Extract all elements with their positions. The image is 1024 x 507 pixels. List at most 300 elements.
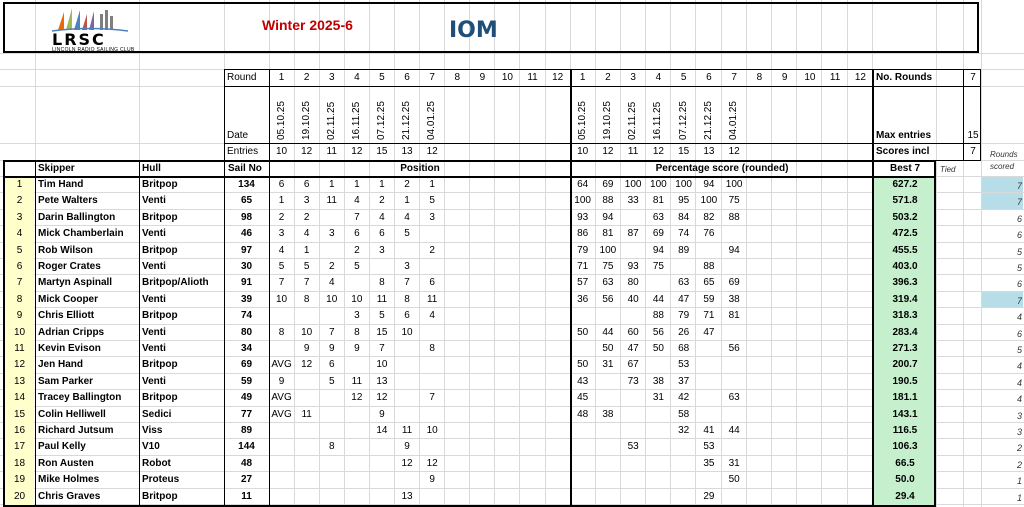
position-cell: 6 (278, 179, 285, 190)
hull-cell: Sedici (142, 408, 172, 420)
percentage-cell: 53 (703, 441, 715, 453)
pos-round-entries: 10 (275, 146, 288, 157)
position-cell: 13 (376, 375, 388, 387)
best-score-cell: 143.1 (892, 408, 918, 420)
rounds-scored-cell: 2 (1016, 459, 1022, 470)
percentage-cell: 57 (577, 277, 589, 289)
rounds-scored-cell: 2 (1016, 443, 1022, 454)
tied-label: Tied (940, 165, 956, 174)
percentage-cell: 94 (703, 179, 715, 190)
percentage-cell: 100 (574, 195, 591, 207)
percentage-cell: 60 (627, 326, 639, 338)
pos-round-entries: 15 (376, 146, 388, 157)
percentage-header: Percentage score (rounded) (655, 163, 789, 174)
scores-incl-label: Scores incl (876, 146, 930, 157)
skipper-cell: Chris Elliott (38, 310, 95, 322)
best-score-cell: 318.3 (892, 310, 918, 322)
position-cell: 4 (303, 228, 310, 240)
pos-round-number: 11 (527, 72, 538, 83)
percentage-cell: 50 (577, 359, 589, 371)
entries-label: Entries (227, 146, 259, 157)
skipper-cell: Pete Walters (38, 195, 98, 207)
percentage-cell: 89 (678, 244, 690, 256)
position-cell: 11 (326, 195, 337, 207)
percentage-cell: 44 (602, 326, 614, 338)
rank-cell: 10 (13, 326, 26, 338)
rounds-scored-cell: 7 (1016, 295, 1022, 306)
position-cell: 12 (401, 457, 413, 469)
pos-round-entries: 11 (326, 146, 337, 157)
summary-value-divider (963, 69, 964, 161)
rounds-scored-cell: 6 (1016, 279, 1022, 290)
sail-no-cell: 98 (240, 211, 253, 223)
rounds-scored-cell: 6 (1016, 213, 1022, 224)
position-cell: 3 (354, 310, 360, 322)
rounds-scored-cell: 1 (1016, 476, 1022, 487)
best-header: Best 7 (889, 163, 920, 174)
position-cell: 1 (354, 179, 360, 190)
pos-round-date: 16.11.25 (350, 101, 362, 140)
position-cell: 5 (354, 261, 360, 272)
series-title: Winter 2025-6 (262, 17, 353, 33)
position-cell: 11 (301, 408, 312, 420)
pct-round-date: 07.12.25 (677, 101, 689, 140)
percentage-cell: 94 (728, 244, 740, 256)
position-cell: 8 (303, 293, 310, 305)
skipper-cell: Kevin Evison (38, 343, 101, 354)
percentage-cell: 44 (652, 293, 664, 305)
percentage-cell: 50 (577, 326, 589, 338)
percentage-cell: 31 (728, 457, 740, 469)
pct-round-number: 9 (781, 72, 788, 83)
percentage-cell: 63 (652, 211, 664, 223)
skipper-cell: Mick Cooper (38, 293, 99, 305)
pct-round-entries: 12 (728, 146, 740, 157)
percentage-cell: 63 (602, 277, 614, 289)
no-rounds-label: No. Rounds (876, 72, 933, 83)
pos-round-entries: 12 (426, 146, 438, 157)
percentage-cell: 53 (627, 441, 639, 453)
percentage-cell: 56 (728, 343, 740, 354)
percentage-cell: 100 (725, 179, 743, 190)
position-cell: 7 (404, 277, 410, 289)
logo-text: LRSC (52, 30, 106, 49)
rank-cell: 5 (16, 244, 23, 256)
position-cell: 4 (379, 211, 385, 223)
rounds-scored-cell: 4 (1016, 312, 1022, 323)
pos-round-number: 9 (479, 72, 486, 83)
scores-incl-value: 7 (970, 146, 976, 157)
hull-cell: Venti (142, 228, 166, 240)
position-cell: 9 (379, 408, 385, 420)
pct-round-number: 4 (655, 72, 662, 83)
rounds-scored-cell: 5 (1016, 246, 1022, 257)
best-score-cell: 271.3 (892, 343, 918, 354)
position-cell: 6 (328, 359, 335, 371)
rounds-scored-cell: 6 (1016, 328, 1022, 339)
position-cell: 7 (303, 277, 310, 289)
pos-round-number: 4 (354, 72, 360, 83)
skipper-cell: Roger Crates (38, 261, 101, 272)
date-label: Date (227, 130, 249, 141)
skipper-cell: Richard Jutsum (38, 425, 114, 436)
percentage-cell: 75 (652, 261, 664, 272)
round-row-divider (224, 86, 981, 87)
percentage-cell: 81 (602, 228, 614, 240)
percentage-cell: 29 (703, 490, 715, 502)
date-row-divider (224, 143, 981, 144)
rank-cell: 9 (16, 310, 23, 322)
hull-cell: Britpop/Alioth (142, 277, 209, 289)
position-cell: 10 (401, 326, 413, 338)
pos-round-number: 8 (454, 72, 461, 83)
percentage-cell: 80 (627, 277, 639, 289)
rounds-scored-cell: 5 (1016, 263, 1022, 273)
position-cell: 1 (328, 179, 335, 190)
percentage-cell: 50 (728, 474, 740, 486)
pct-round-number: 8 (756, 72, 763, 83)
pct-round-number: 12 (854, 72, 866, 83)
percentage-cell: 47 (627, 343, 639, 354)
percentage-cell: 69 (728, 277, 740, 289)
percentage-cell: 88 (652, 310, 664, 322)
rank-cell: 17 (13, 441, 26, 453)
percentage-cell: 50 (602, 343, 614, 354)
rank-cell: 1 (16, 179, 23, 190)
percentage-cell: 64 (577, 179, 589, 190)
position-cell: 2 (379, 195, 385, 207)
max-entries-value: 15 (967, 130, 979, 141)
skipper-cell: Chris Graves (38, 490, 101, 502)
rounds-scored-cell: 4 (1016, 377, 1022, 388)
position-cell: 10 (326, 293, 338, 305)
sail-no-cell: 89 (240, 425, 253, 436)
percentage-cell: 100 (675, 179, 692, 190)
pct-round-number: 6 (706, 72, 712, 83)
position-cell: 6 (303, 179, 310, 190)
sails-icon (50, 6, 130, 32)
percentage-cell: 88 (728, 211, 740, 223)
hull-cell: Venti (142, 326, 166, 338)
percentage-cell: 100 (599, 244, 617, 256)
best-score-cell: 319.4 (892, 293, 918, 305)
sail-no-cell: 30 (240, 261, 253, 272)
pct-round-date: 05.10.25 (576, 101, 588, 140)
hull-cell: Britpop (142, 359, 178, 371)
percentage-cell: 40 (627, 293, 639, 305)
pct-round-entries: 11 (627, 146, 639, 157)
table-col-divider (139, 160, 140, 505)
percentage-cell: 65 (703, 277, 715, 289)
rounds-scored-cell: 1 (1016, 492, 1022, 503)
position-cell: 8 (404, 293, 410, 305)
skipper-cell: Tim Hand (38, 179, 84, 190)
rank-cell: 4 (16, 228, 23, 240)
best-score-cell: 66.5 (895, 457, 915, 469)
best-score-cell: 396.3 (892, 277, 918, 289)
percentage-cell: 68 (678, 343, 690, 354)
position-cell: 9 (354, 343, 360, 354)
hull-cell: Venti (142, 195, 166, 207)
sail-no-cell: 11 (241, 490, 252, 502)
pct-round-date: 19.10.25 (601, 101, 613, 140)
percentage-cell: 53 (678, 359, 690, 371)
percentage-cell: 59 (703, 293, 715, 305)
position-cell: 12 (351, 392, 363, 404)
percentage-cell: 42 (678, 392, 690, 404)
percentage-cell: 95 (678, 195, 690, 207)
position-cell: 7 (379, 343, 385, 354)
position-cell: 8 (379, 277, 385, 289)
percentage-cell: 38 (602, 408, 614, 420)
rounds-scored-cell: 5 (1016, 345, 1022, 355)
rank-cell: 8 (16, 293, 23, 305)
class-title: IOM (449, 18, 498, 43)
pct-round-entries: 15 (678, 146, 690, 157)
rank-cell: 2 (16, 195, 23, 207)
position-cell: 15 (376, 326, 388, 338)
position-cell: 10 (426, 425, 438, 436)
position-cell: AVG (271, 408, 292, 420)
max-entries-label: Max entries (876, 130, 932, 141)
position-cell: 11 (401, 425, 413, 436)
sail-no-cell: 134 (238, 179, 255, 190)
position-cell: 8 (354, 326, 360, 338)
position-cell: 9 (429, 474, 435, 486)
pos-round-date: 04.01.25 (426, 101, 438, 140)
pct-round-number: 11 (829, 72, 841, 83)
table-header-divider (3, 176, 936, 178)
percentage-cell: 26 (678, 326, 690, 338)
percentage-cell: 50 (652, 343, 664, 354)
position-cell: 7 (354, 211, 360, 223)
percentage-cell: 63 (678, 277, 690, 289)
position-cell: 14 (376, 425, 388, 436)
position-cell: 12 (426, 457, 438, 469)
pos-round-date: 07.12.25 (375, 101, 387, 140)
hull-cell: Britpop (142, 211, 178, 223)
position-cell: 3 (303, 195, 310, 207)
percentage-cell: 82 (703, 211, 715, 223)
sail-no-cell: 91 (240, 277, 253, 289)
position-cell: 2 (303, 211, 310, 223)
pos-round-number: 5 (379, 72, 385, 83)
pos-round-entries: 13 (401, 146, 413, 157)
rounds-scored-cell: 3 (1016, 427, 1022, 437)
best-score-cell: 503.2 (892, 211, 918, 223)
pct-round-entries: 12 (652, 146, 664, 157)
position-cell: 1 (379, 179, 385, 190)
percentage-cell: 88 (602, 195, 614, 207)
sail-no-cell: 59 (240, 375, 253, 387)
pos-round-entries: 12 (351, 146, 363, 157)
hull-cell: Britpop (142, 310, 178, 322)
percentage-cell: 33 (627, 195, 639, 207)
position-cell: 4 (328, 277, 335, 289)
position-cell: 2 (328, 261, 335, 272)
best-score-cell: 455.5 (892, 244, 918, 256)
position-cell: 9 (404, 441, 410, 453)
position-cell: 8 (328, 441, 335, 453)
position-cell: 1 (278, 195, 285, 207)
rank-cell: 13 (13, 375, 26, 387)
position-cell: 5 (278, 261, 285, 272)
position-cell: 8 (278, 326, 285, 338)
logo-subtitle: LINCOLN RADIO SAILING CLUB (52, 47, 135, 53)
sail-no-cell: 97 (240, 244, 253, 256)
pct-round-number: 3 (630, 72, 636, 83)
position-cell: AVG (271, 392, 292, 404)
rank-cell: 11 (14, 343, 25, 354)
skipper-cell: Mike Holmes (38, 474, 100, 486)
sail-no-cell: 48 (240, 457, 253, 469)
percentage-cell: 58 (678, 408, 690, 420)
rank-cell: 16 (13, 425, 26, 436)
sail-no-header: Sail No (228, 163, 262, 174)
pos-round-number: 3 (328, 72, 335, 83)
rank-cell: 12 (13, 359, 26, 371)
rounds-scored-cell: 6 (1016, 230, 1022, 241)
percentage-cell: 32 (678, 425, 690, 436)
position-cell: 5 (404, 228, 410, 240)
percentage-cell: 37 (678, 375, 690, 387)
skipper-cell: Martyn Aspinall (38, 277, 113, 289)
pos-round-date: 21.12.25 (401, 101, 413, 140)
position-cell: 2 (429, 244, 435, 256)
percentage-cell: 100 (624, 179, 642, 190)
percentage-cell: 38 (652, 375, 664, 387)
rounds-scored-cell: 3 (1016, 410, 1022, 421)
pct-round-number: 2 (605, 72, 611, 83)
position-cell: AVG (271, 359, 292, 371)
position-cell: 4 (429, 310, 435, 322)
position-cell: 5 (303, 261, 310, 272)
percentage-cell: 48 (577, 408, 589, 420)
position-cell: 5 (429, 195, 435, 207)
position-cell: 10 (275, 293, 288, 305)
pos-round-number: 10 (501, 72, 513, 83)
percentage-cell: 94 (602, 211, 614, 223)
pos-round-number: 7 (429, 72, 435, 83)
percentage-cell: 100 (650, 179, 667, 190)
percentage-cell: 69 (652, 228, 664, 240)
position-cell: 10 (351, 293, 363, 305)
position-cell: 10 (376, 359, 388, 371)
percentage-cell: 31 (602, 359, 614, 371)
hull-cell: Britpop (142, 490, 178, 502)
position-cell: 11 (351, 375, 363, 387)
skipper-cell: Sam Parker (38, 375, 94, 387)
skipper-header: Skipper (38, 163, 75, 174)
percentage-cell: 81 (728, 310, 740, 322)
hull-cell: Venti (142, 375, 166, 387)
pos-round-date: 02.11.25 (325, 101, 337, 140)
best-score-cell: 181.1 (892, 392, 918, 404)
position-cell: 5 (328, 375, 335, 387)
position-header: Position (400, 163, 440, 174)
position-cell: 5 (379, 310, 385, 322)
percentage-cell: 75 (602, 261, 614, 272)
position-cell: 9 (303, 343, 310, 354)
percentage-cell: 43 (577, 375, 589, 387)
percentage-cell: 84 (678, 211, 690, 223)
sail-no-cell: 27 (240, 474, 253, 486)
pos-round-number: 12 (552, 72, 564, 83)
position-cell: 8 (429, 343, 435, 354)
hull-cell: Britpop (142, 392, 178, 404)
percentage-cell: 79 (577, 244, 589, 256)
rounds-scored-cell: 7 (1016, 197, 1022, 208)
percentage-cell: 74 (678, 228, 690, 240)
hull-header: Hull (142, 163, 161, 174)
percentage-cell: 86 (577, 228, 589, 240)
sail-no-cell: 46 (240, 228, 253, 240)
skipper-cell: Jen Hand (38, 359, 84, 371)
best-score-cell: 116.5 (892, 425, 918, 436)
hull-cell: Venti (142, 343, 166, 354)
sail-no-cell: 80 (240, 326, 253, 338)
hull-cell: Proteus (142, 474, 180, 486)
best-score-cell: 283.4 (892, 326, 918, 338)
sail-no-cell: 77 (240, 408, 253, 420)
sail-no-cell: 69 (240, 359, 253, 371)
percentage-cell: 71 (703, 310, 715, 322)
position-cell: 7 (429, 392, 435, 404)
position-cell: 7 (278, 277, 285, 289)
best-score-cell: 200.7 (892, 359, 918, 371)
pos-round-date: 05.10.25 (275, 101, 287, 140)
pct-round-date: 02.11.25 (627, 101, 639, 140)
percentage-cell: 47 (703, 326, 715, 338)
percentage-cell: 100 (700, 195, 718, 207)
rank-cell: 15 (13, 408, 26, 420)
position-cell: 11 (376, 293, 388, 305)
best-score-cell: 571.8 (892, 195, 918, 207)
position-cell: 12 (301, 359, 313, 371)
skipper-cell: Ron Austen (38, 457, 94, 469)
hull-cell: Venti (142, 293, 166, 305)
percentage-cell: 41 (703, 425, 715, 436)
percentage-cell: 79 (678, 310, 690, 322)
position-cell: 6 (429, 277, 435, 289)
lrsc-logo (50, 6, 135, 53)
position-cell: 3 (429, 211, 435, 223)
percentage-cell: 69 (602, 179, 614, 190)
skipper-cell: Rob Wilson (38, 244, 93, 256)
percentage-cell: 93 (577, 211, 589, 223)
percentage-cell: 35 (703, 457, 715, 469)
percentage-cell: 67 (627, 359, 639, 371)
position-cell: 2 (278, 211, 285, 223)
pos-round-entries: 12 (301, 146, 313, 157)
best-score-cell: 627.2 (892, 179, 918, 190)
rank-cell: 20 (13, 490, 26, 502)
position-cell: 6 (404, 310, 410, 322)
percentage-cell: 81 (652, 195, 664, 207)
position-cell: 3 (328, 228, 335, 240)
sail-no-cell: 34 (240, 343, 253, 354)
hull-cell: Britpop (142, 244, 178, 256)
sail-no-cell: 65 (240, 195, 253, 207)
rank-cell: 6 (16, 261, 23, 272)
hull-cell: Venti (142, 261, 166, 272)
percentage-cell: 31 (652, 392, 664, 404)
rounds-scored-label: Rounds (990, 150, 1018, 159)
position-cell: 6 (379, 228, 385, 240)
rank-cell: 3 (16, 211, 23, 223)
position-cell: 4 (278, 244, 285, 256)
no-rounds-value: 7 (970, 72, 976, 83)
